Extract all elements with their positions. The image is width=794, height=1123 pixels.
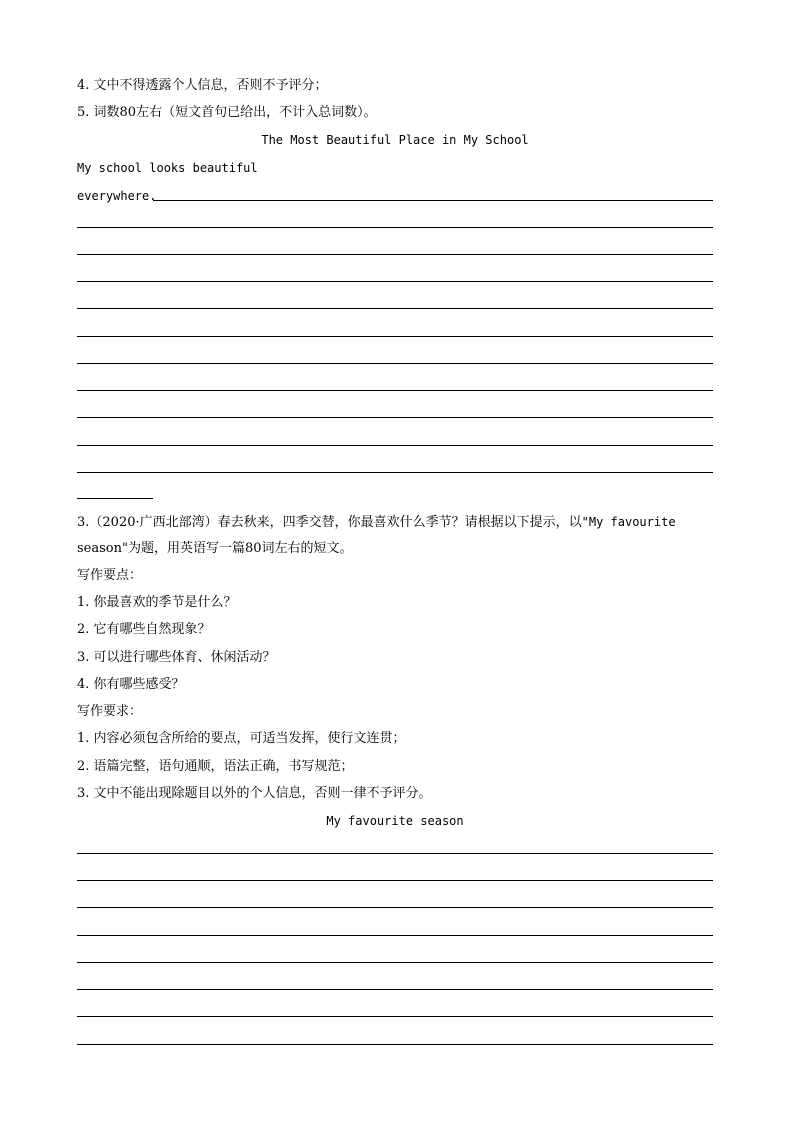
opening-line-1: My school looks beautiful bbox=[77, 161, 258, 175]
writing-line[interactable] bbox=[77, 254, 713, 255]
point-4: 4. 你有哪些感受？ bbox=[77, 677, 185, 692]
writing-line[interactable] bbox=[77, 472, 713, 473]
writing-line[interactable] bbox=[77, 336, 713, 337]
essay-title-2: My favourite season bbox=[326, 814, 464, 828]
essay-title-1: The Most Beautiful Place in My School bbox=[261, 133, 529, 147]
writing-line[interactable] bbox=[77, 363, 713, 364]
writing-line[interactable] bbox=[77, 1016, 713, 1017]
writing-line[interactable] bbox=[77, 308, 713, 309]
writing-line[interactable] bbox=[77, 227, 713, 228]
requirement-5: 5. 词数80左右（短文首句已给出，不计入总词数）。 bbox=[77, 105, 377, 120]
question-3-intro bbox=[77, 514, 676, 531]
writing-line[interactable] bbox=[77, 445, 713, 446]
point-1: 1. 你最喜欢的季节是什么？ bbox=[77, 595, 237, 610]
opening-line-2: everywhere. bbox=[77, 189, 157, 203]
requirement-4: 4. 文中不得透露个人信息，否则不予评分； bbox=[77, 78, 328, 93]
writing-line[interactable] bbox=[77, 1044, 713, 1045]
requirements-heading: 写作要求： bbox=[77, 704, 143, 719]
writing-line[interactable] bbox=[77, 907, 713, 908]
requirement-3-2: 2. 语篇完整，语句通顺，语法正确，书写规范； bbox=[77, 759, 354, 774]
writing-line[interactable] bbox=[77, 853, 713, 854]
point-3: 3. 可以进行哪些体育、休闲活动？ bbox=[77, 650, 276, 665]
writing-line[interactable] bbox=[77, 962, 713, 963]
point-2: 2. 它有哪些自然现象？ bbox=[77, 622, 211, 637]
writing-line[interactable] bbox=[77, 989, 713, 990]
question-3-title-quote: "My favourite bbox=[581, 515, 676, 529]
writing-line-short[interactable] bbox=[77, 498, 153, 499]
writing-line[interactable] bbox=[77, 281, 713, 282]
writing-line[interactable] bbox=[77, 935, 713, 936]
writing-line[interactable] bbox=[153, 200, 713, 201]
writing-line[interactable] bbox=[77, 417, 713, 418]
writing-line[interactable] bbox=[77, 880, 713, 881]
requirement-3-1: 1. 内容必须包含所给的要点，可适当发挥，使行文连贯； bbox=[77, 731, 406, 746]
requirement-3-3: 3. 文中不能出现除题目以外的个人信息，否则一律不予评分。 bbox=[77, 786, 432, 801]
writing-line[interactable] bbox=[77, 390, 713, 391]
points-heading: 写作要点： bbox=[77, 568, 143, 583]
question-3-intro-text: 3.（2020·广西北部湾）春去秋来，四季交替，你最喜欢什么季节？请根据以下提示，以 bbox=[77, 515, 582, 530]
question-3-intro-cont: season"为题，用英语写一篇80词左右的短文。 bbox=[77, 541, 353, 556]
